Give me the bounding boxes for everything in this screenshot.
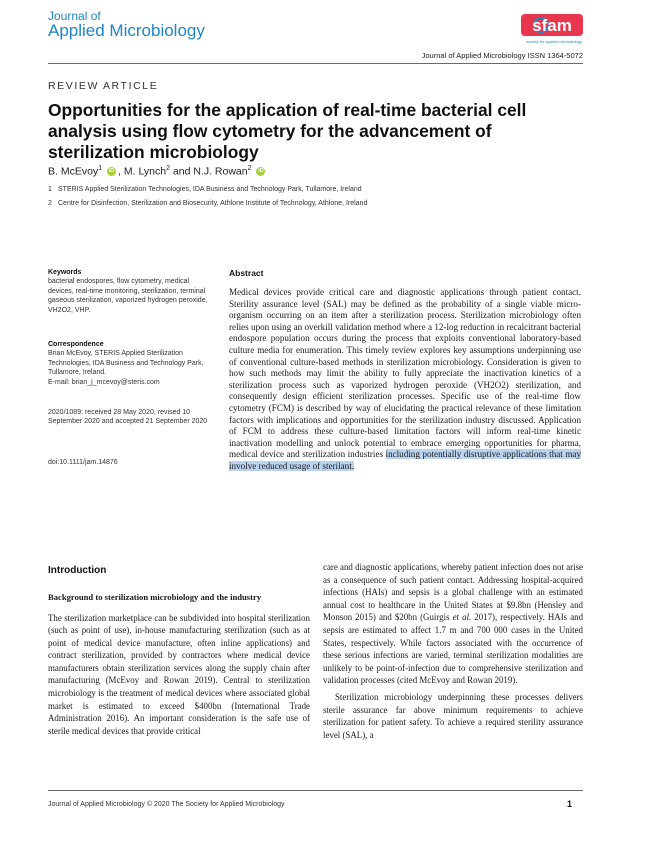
journal-name-line2: Applied Microbiology [48,21,205,40]
abstract-body: Medical devices provide critical care and diagnostic applications through patient contact. Sterility assurance level (SAL) may be defined as the probability of a single viable micro-organism occurring on an item after a sterilization process. Sterilization microbiology often relies upon using an overkill validation method where a 12-log reduction in recalcitrant bacterial endospore population occurs during the process that exploits conventional laboratory-based culture media for enumeration. This timely review explores key assumptions underpinning use of conventional culture-based methods in sterilization microbiology. Consideration is given to how such methods may limit the ability to fully appreciate the inactivation kinetics of a sterilization process such as vaporized hydrogen peroxide (VH2O2) sterilization, and consequently design efficient sterilization processes. Specific use of the real-time flow cytometry (FCM) is described by way of elucidating the practical relevance of these limitation factors with implications and opportunities for the sterilization industry discussed. Application of FCM to address these culture-based limitation factors will inform real-time kinetic inactivation modelling and unlock potential to embrace emerging opportunities for pharma, medical device and sterilization industries [229,287,581,460]
affiliation-text: STERIS Applied Sterilization Technologies, IDA Business and Technology Park, Tullamore, Ireland [58,186,362,193]
author-separator: and [169,165,194,178]
article-history: 2020/1089: received 28 May 2020, revised 10 September 2020 and accepted 21 September 2020 [48,409,208,426]
affiliation [48,200,367,207]
abstract-text [229,287,581,473]
body-paragraph: The sterilization marketplace can be subdivided into hospital sterilization (such as point of use), in-house manufacturing sterilization (such as at point of medical device manufacture, often inline applications) and contract sterilization, provided by contractors where medical device manufacturers obtain sterilization services along the supply chain after manufacturing (McEvoy and Rowan 2019). Central to sterilization microbiology is the treatment of medical devices where associated global market is estimated to exceed $400bn (International Trade Administration 2016). An important consideration is the safe use of sterile medical devices that provide critical [48,612,310,736]
body-text: care and diagnostic applications, whereby patient infection does not arise as a consequence of such patient contact. Addressing hospital-acquired infections (HAIs) and sepsis is a global challenge with an estimated annual cost to healthcare in the United States at $9.8bn (Hensley and Monson 2015) and $20bn (Guirgis [323,562,583,623]
orcid-icon[interactable]: iD [258,168,264,175]
affiliation [48,186,362,193]
body-text-italic: et al. [452,612,472,623]
sfam-logo-icon [521,10,583,46]
section-heading-introduction: Introduction [48,565,107,576]
subsection-heading: Background to sterilization microbiology and the industry [48,592,262,602]
author-separator: , [118,165,124,178]
abstract-heading: Abstract [229,268,264,278]
body-left-column [48,565,310,737]
sfam-logo-tag: society for applied microbiology [526,39,582,44]
author-list [48,165,267,178]
author-affiliation-ref: 2 [166,165,170,172]
author-name[interactable]: M. Lynch [123,165,167,178]
orcid-icon[interactable]: iD [108,168,115,175]
body-paragraph: Sterilization microbiology underpinning these processes delivers sterile assurance far above minimum requirements to achieve sterilization for patient safety. To achieve a required sterility assurance level (SAL), a [323,691,583,740]
abstract-highlighted-text[interactable]: including potentially disruptive applications that may involve reduced usage of sterilant. [229,449,581,471]
article-doi[interactable]: doi:10.1111/jam.14876 [48,459,118,466]
article-type: REVIEW ARTICLE [48,80,159,92]
body-right-column [323,561,583,741]
correspondence-heading: Correspondence [48,341,104,348]
correspondence-block [48,340,216,387]
affiliation-number: 2 [48,200,52,207]
body-paragraph [323,561,583,687]
journal-name-line1: Journal of [48,9,101,23]
author-name[interactable]: N.J. Rowan [193,165,248,178]
affiliation-number: 1 [48,186,52,193]
author-name[interactable]: B. McEvoy [48,165,99,178]
header-rule [48,63,583,64]
keywords-text: bacterial endospores, flow cytometry, medical devices, real-time monitoring, sterilization, terminal gaseous sterilization, vaporized hydrogen peroxide, VH2O2, VHP. [48,278,208,314]
footer-rule [48,790,583,791]
keywords-heading: Keywords [48,269,82,276]
article-title: Opportunities for the application of real-time bacterial cell analysis using flow cytometry for the advancement of sterilization microbiology [48,100,527,162]
footer-copyright: Journal of Applied Microbiology © 2020 The Society for Applied Microbiology [48,801,285,808]
affiliation-text: Centre for Disinfection, Sterilization and Biosecurity, Athlone Institute of Technology, Athlone, Ireland [58,200,368,207]
page-number: 1 [567,799,573,809]
correspondence-text: Brian McEvoy, STERIS Applied Sterilization Technologies, IDA Business and Technology Park, Tullamore, Ireland. [48,350,204,377]
journal-issn: Journal of Applied Microbiology ISSN 1364-5072 [421,51,583,60]
body-text: 2017), respectively. HAIs and sepsis are estimated to affect 1.7 m and 700 000 cases in the United States, respectively. While factors associated with the occurrence of these serious infections are varied, terminal sterilization modalities are unlikely to be point-of-infection due to comprehensive sterilization and validation processes (cited McEvoy and Rowan 2019). [323,612,584,686]
sfam-logo-text: sfam [532,16,572,35]
author-affiliation-ref: 1 [98,165,103,172]
keywords-block [48,268,216,315]
correspondence-email[interactable]: E-mail: brian_j_mcevoy@steris.com [48,378,160,386]
sfam-logo [521,10,583,46]
author-affiliation-ref: 2 [247,165,252,172]
